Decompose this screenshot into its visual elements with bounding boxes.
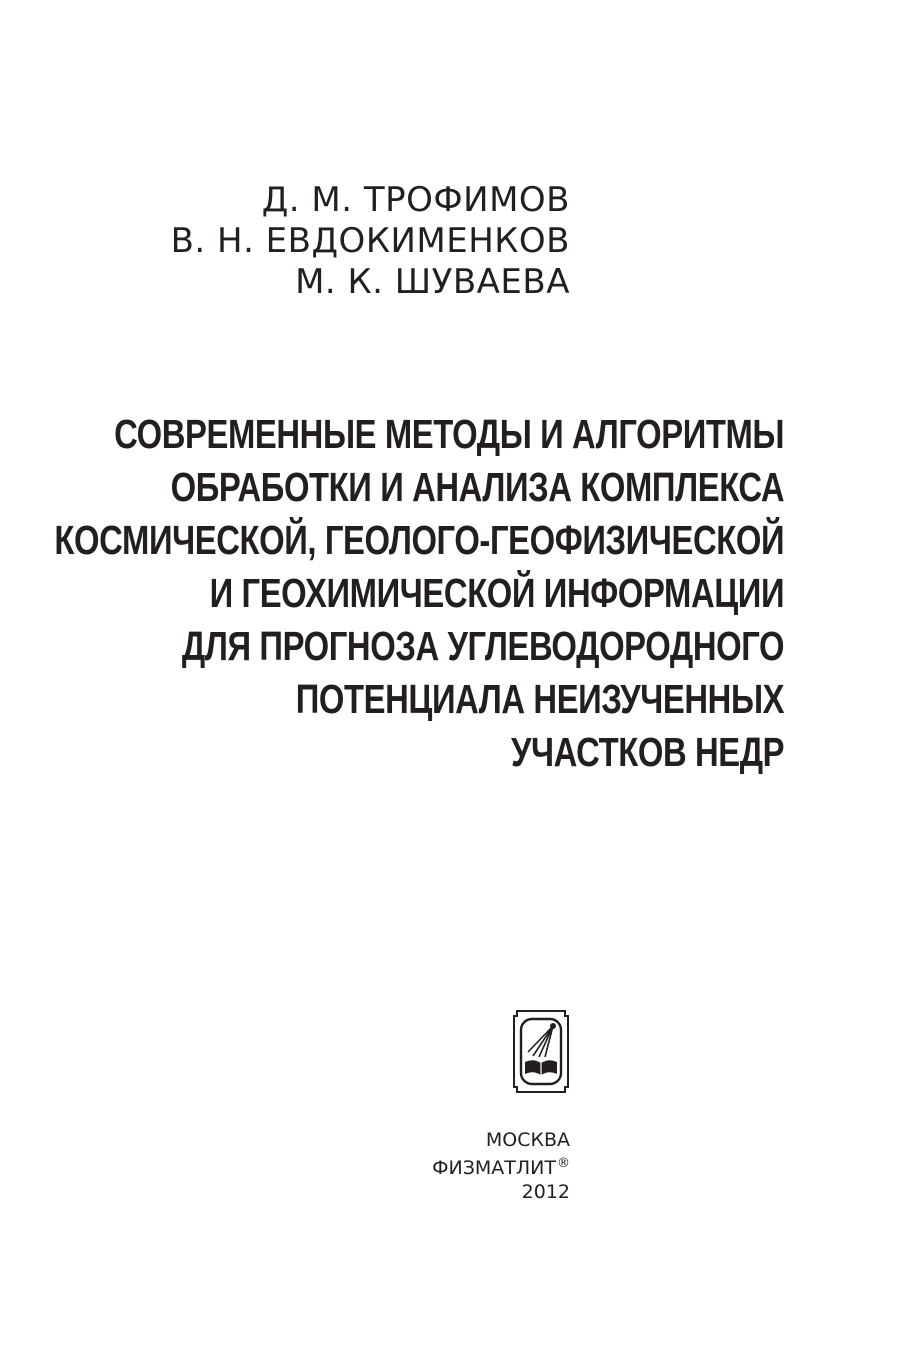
imprint-block	[432, 1128, 570, 1204]
title-line: УЧАСТКОВ НЕДР	[510, 729, 784, 775]
author-name: В. Н. ЕВДОКИМЕНКОВ	[170, 221, 570, 261]
title-line: КОСМИЧЕСКОЙ, ГЕОЛОГО-ГЕОФИЗИЧЕСКОЙ	[54, 517, 784, 563]
title-line: ОБРАБОТКИ И АНАЛИЗА КОМПЛЕКСА	[170, 464, 784, 510]
imprint-publisher: ФИЗМАТЛИТ	[432, 1157, 556, 1179]
title-line: СОВРЕМЕННЫЕ МЕТОДЫ И АЛГОРИТМЫ	[114, 411, 785, 457]
book-title	[0, 408, 784, 779]
imprint-publisher-line	[432, 1152, 570, 1180]
registered-mark: ®	[557, 1156, 570, 1171]
authors-block	[171, 180, 570, 303]
author-name: М. К. ШУВАЕВА	[295, 262, 570, 302]
title-line: ДЛЯ ПРОГНОЗА УГЛЕВОДОРОДНОГО	[181, 623, 784, 669]
imprint-city: МОСКВА	[485, 1129, 570, 1151]
title-line: ПОТЕНЦИАЛА НЕИЗУЧЕННЫХ	[295, 676, 784, 722]
author-name: Д. М. ТРОФИМОВ	[261, 180, 570, 220]
imprint-year: 2012	[521, 1181, 570, 1203]
title-line: И ГЕОХИМИЧЕСКОЙ ИНФОРМАЦИИ	[209, 570, 784, 616]
publisher-logo-icon	[513, 1010, 569, 1093]
